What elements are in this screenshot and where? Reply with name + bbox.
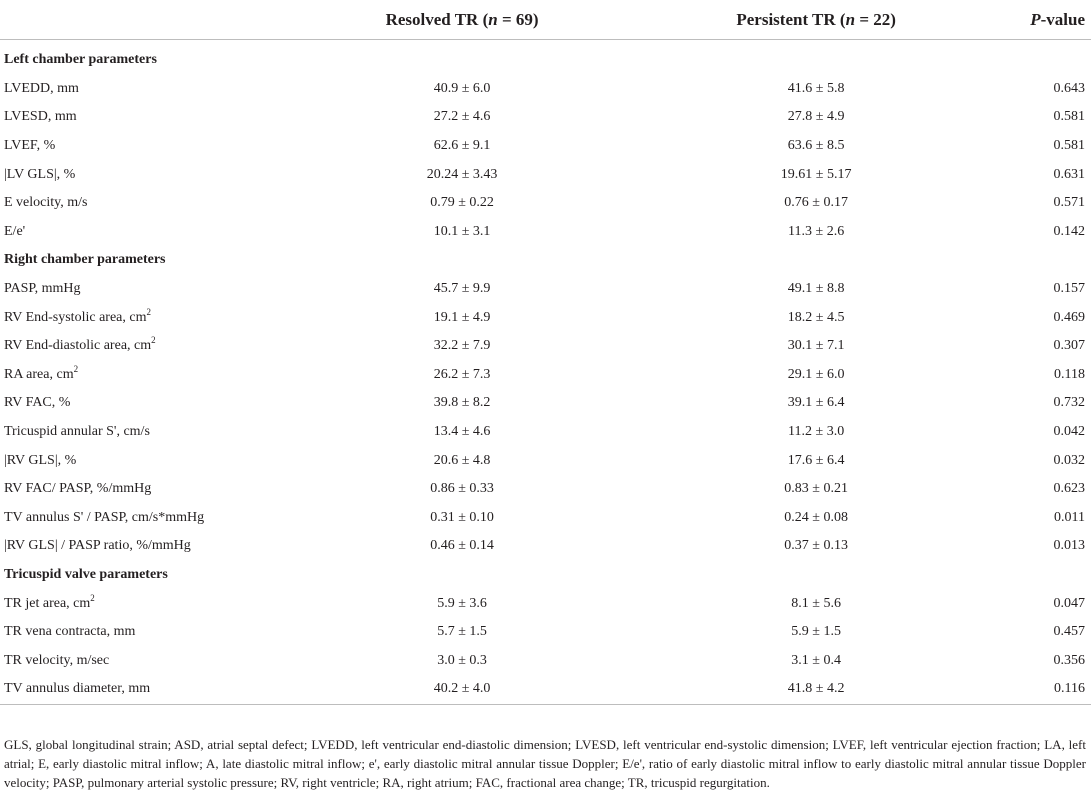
parameter-label: TV annulus S' / PASP, cm/s*mmHg — [4, 509, 205, 525]
resolved-value: 3.0 ± 0.3 — [437, 652, 487, 668]
table-row — [0, 532, 1091, 561]
section-row — [0, 40, 1091, 75]
persistent-value: 19.61 ± 5.17 — [780, 166, 852, 182]
p-value: 0.032 — [1053, 452, 1085, 468]
parameter-label: RA area, cm — [4, 366, 74, 382]
unit-superscript: 2 — [151, 335, 156, 346]
table-row — [0, 618, 1091, 647]
table-row — [0, 75, 1091, 104]
parameter-cell — [0, 218, 263, 247]
parameter-label: |RV GLS|, % — [4, 452, 77, 468]
parameter-label: LVEF, % — [4, 138, 56, 154]
table-row — [0, 389, 1091, 418]
p-value: 0.157 — [1053, 281, 1085, 297]
header-p-value — [972, 0, 1091, 40]
resolved-value: 0.31 ± 0.10 — [430, 509, 494, 525]
resolved-value: 45.7 ± 9.9 — [433, 281, 491, 297]
section-title: Left chamber parameters — [4, 52, 157, 68]
resolved-value: 20.6 ± 4.8 — [433, 452, 491, 468]
table-footnote: GLS, global longitudinal strain; ASD, atrial septal defect; LVEDD, left ventricular end-diastolic dimension; LVESD, left ventricular end-systolic dimension; LVEF, left ventricular ejection fraction; LA, left atrial; E, early diastolic mitral inflow; A, late diastolic mitral inflow; e', early diastolic mitral annular tissue Doppler; E/e', ratio of early diastolic mitral inflow to early diastolic mitral annular tissue Doppler velocity; PASP, pulmonary arterial systolic pressure; RV, right ventricle; RA, right atrium; FAC, fractional area change; TR, tricuspid regurgitation. — [4, 737, 1086, 790]
persistent-value: 8.1 ± 5.6 — [791, 595, 841, 611]
header-persistent-prefix: Persistent TR ( — [736, 9, 846, 29]
resolved-value: 40.2 ± 4.0 — [263, 675, 660, 704]
parameter-label: TR vena contracta, mm — [4, 624, 136, 640]
p-value: 0.011 — [1054, 509, 1085, 525]
parameter-cell — [0, 389, 263, 418]
p-value: 0.581 — [1053, 138, 1085, 154]
persistent-value: 29.1 ± 6.0 — [787, 366, 845, 382]
parameter-label: |LV GLS|, % — [4, 166, 76, 182]
resolved-value: 0.79 ± 0.22 — [430, 195, 494, 211]
resolved-value: 10.1 ± 3.1 — [433, 223, 491, 239]
persistent-value: 49.1 ± 8.8 — [787, 281, 845, 297]
resolved-value: 19.1 ± 4.9 — [433, 309, 491, 325]
header-resolved-n: n — [488, 9, 498, 29]
persistent-value: 3.1 ± 0.4 — [791, 652, 841, 668]
resolved-value: 62.6 ± 9.1 — [433, 138, 491, 154]
p-value: 0.623 — [1053, 481, 1085, 497]
parameter-label: RV FAC/ PASP, %/mmHg — [4, 481, 152, 497]
header-resolved-suffix: = 69) — [497, 9, 539, 29]
persistent-value: 0.24 ± 0.08 — [784, 509, 848, 525]
table-row — [0, 446, 1091, 475]
parameter-cell — [0, 132, 263, 161]
table-row — [0, 218, 1091, 247]
persistent-value: 11.3 ± 2.6 — [788, 223, 845, 239]
parameter-cell — [0, 475, 263, 504]
header-parameter — [0, 0, 263, 40]
header-persistent-tr — [661, 0, 972, 40]
resolved-value: 32.2 ± 7.9 — [433, 338, 491, 354]
p-value: 0.356 — [1053, 652, 1085, 668]
parameter-cell — [0, 103, 263, 132]
section-title: Right chamber parameters — [4, 252, 166, 268]
parameter-cell — [0, 589, 263, 618]
p-value: 0.732 — [1053, 395, 1085, 411]
parameter-cell — [0, 532, 263, 561]
p-value: 0.118 — [1054, 366, 1085, 382]
p-value: 0.116 — [972, 675, 1091, 704]
table-row — [0, 103, 1091, 132]
table-row — [0, 332, 1091, 361]
table-header — [0, 0, 1091, 40]
section-row — [0, 246, 1091, 275]
resolved-value: 20.24 ± 3.43 — [426, 166, 498, 182]
p-value: 0.307 — [1053, 338, 1085, 354]
resolved-value: 5.7 ± 1.5 — [437, 624, 487, 640]
parameter-cell — [0, 618, 263, 647]
p-value: 0.142 — [1053, 223, 1085, 239]
resolved-value: 0.86 ± 0.33 — [430, 481, 494, 497]
persistent-value: 27.8 ± 4.9 — [787, 109, 845, 125]
resolved-value: 13.4 ± 4.6 — [433, 424, 491, 440]
header-p-var: P — [1030, 9, 1041, 29]
parameter-label: TR velocity, m/sec — [4, 652, 110, 668]
table-row — [0, 504, 1091, 533]
resolved-value: 0.46 ± 0.14 — [430, 538, 494, 554]
parameter-label: RV End-systolic area, cm — [4, 309, 147, 325]
section-title: Tricuspid valve parameters — [4, 566, 168, 582]
p-value: 0.631 — [1053, 166, 1085, 182]
p-value: 0.457 — [1053, 624, 1085, 640]
parameter-cell — [0, 160, 263, 189]
table-row — [0, 589, 1091, 618]
header-p-suffix: -value — [1040, 9, 1085, 29]
p-value: 0.042 — [1053, 424, 1085, 440]
header-persistent-suffix: = 22) — [855, 9, 896, 29]
header-resolved-prefix: Resolved TR ( — [385, 9, 489, 29]
p-value: 0.581 — [1053, 109, 1085, 125]
table-row — [0, 418, 1091, 447]
header-row — [0, 0, 1091, 40]
table-row — [0, 189, 1091, 218]
parameter-label: E/e' — [4, 223, 26, 239]
parameter-label: |RV GLS| / PASP ratio, %/mmHg — [4, 538, 191, 554]
table-row — [0, 303, 1091, 332]
persistent-value: 63.6 ± 8.5 — [787, 138, 845, 154]
parameter-cell — [0, 418, 263, 447]
header-persistent-n: n — [845, 9, 856, 29]
persistent-value: 11.2 ± 3.0 — [788, 424, 845, 440]
parameter-label: PASP, mmHg — [4, 281, 81, 297]
parameter-cell — [0, 275, 263, 304]
parameter-label: RV End-diastolic area, cm — [4, 338, 152, 354]
header-resolved-tr — [263, 0, 660, 40]
p-value: 0.047 — [1053, 595, 1085, 611]
parameter-label: TR jet area, cm — [4, 595, 91, 611]
persistent-value: 41.8 ± 4.2 — [661, 675, 972, 704]
p-value: 0.643 — [1053, 80, 1085, 96]
persistent-value: 41.6 ± 5.8 — [787, 80, 845, 96]
table-row — [0, 675, 1091, 704]
table-row — [0, 646, 1091, 675]
table-row — [0, 475, 1091, 504]
parameter-cell — [0, 332, 263, 361]
table-row — [0, 361, 1091, 390]
table-row — [0, 275, 1091, 304]
persistent-value: 0.76 ± 0.17 — [784, 195, 848, 211]
unit-superscript: 2 — [90, 592, 95, 603]
parameter-cell — [0, 446, 263, 475]
parameter-cell — [0, 504, 263, 533]
parameter-label: TV annulus diameter, mm — [4, 681, 151, 697]
parameter-label: E velocity, m/s — [4, 195, 88, 211]
parameter-cell — [0, 646, 263, 675]
parameter-cell — [0, 303, 263, 332]
persistent-value: 0.37 ± 0.13 — [784, 538, 848, 554]
parameter-cell — [0, 675, 263, 704]
parameter-label: RV FAC, % — [4, 395, 71, 411]
persistent-value: 17.6 ± 6.4 — [787, 452, 845, 468]
parameter-cell — [0, 361, 263, 390]
parameter-cell — [0, 189, 263, 218]
resolved-value: 39.8 ± 8.2 — [433, 395, 491, 411]
table-body — [0, 40, 1091, 705]
unit-superscript: 2 — [146, 306, 151, 317]
persistent-value: 18.2 ± 4.5 — [787, 309, 845, 325]
section-row — [0, 561, 1091, 590]
parameter-label: LVEDD, mm — [4, 80, 79, 96]
resolved-value: 40.9 ± 6.0 — [433, 80, 491, 96]
resolved-value: 5.9 ± 3.6 — [437, 595, 487, 611]
p-value: 0.469 — [1053, 309, 1085, 325]
resolved-value: 26.2 ± 7.3 — [433, 366, 491, 382]
persistent-value: 30.1 ± 7.1 — [787, 338, 845, 354]
persistent-value: 0.83 ± 0.21 — [784, 481, 848, 497]
p-value: 0.571 — [1053, 195, 1085, 211]
resolved-value: 27.2 ± 4.6 — [433, 109, 491, 125]
p-value: 0.013 — [1053, 538, 1085, 554]
persistent-value: 5.9 ± 1.5 — [791, 624, 841, 640]
table-row — [0, 160, 1091, 189]
persistent-value: 39.1 ± 6.4 — [787, 395, 845, 411]
parameter-label: LVESD, mm — [4, 109, 77, 125]
unit-superscript: 2 — [73, 363, 79, 374]
parameter-cell — [0, 75, 263, 104]
table-row — [0, 132, 1091, 161]
parameter-label: Tricuspid annular S', cm/s — [4, 424, 150, 440]
